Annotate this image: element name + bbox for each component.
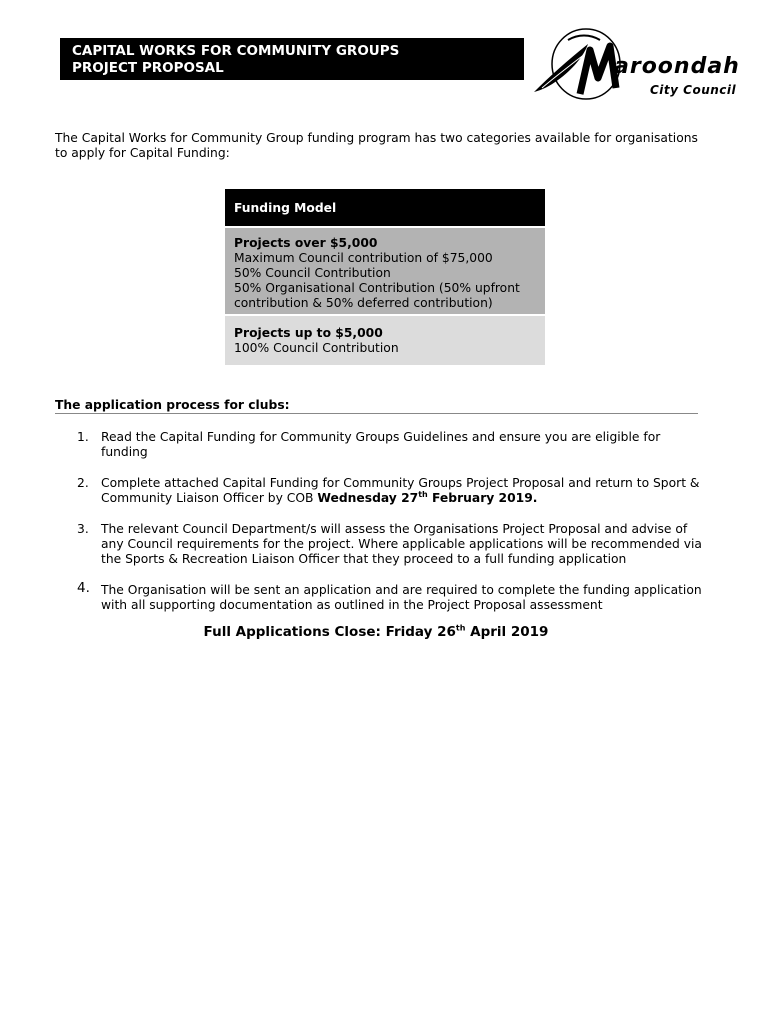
funding-model-header: Funding Model [225,189,545,226]
process-step [55,522,705,567]
deadline-date-a: Wednesday 27 [317,491,419,505]
step-text: Complete attached Capital Funding for Community Groups Project Proposal and return to Sport & Community Liaison Officer by COB [101,476,700,505]
process-heading: The application process for clubs: [55,398,698,414]
funding-row-up-to-5000 [225,316,545,365]
step-text: The relevant Council Department/s will assess the Organisations Project Proposal and advise of any Council requirements for the project. Where applicable applications will be recommended via the Sports & Recreation Liaison Officer that they proceed to a full funding application [101,522,702,566]
funding-row-line: 100% Council Contribution [234,341,399,355]
step-text: The Organisation will be sent an application and are required to complete the funding application with all supporting documentation as outlined in the Project Proposal assessment [101,583,702,612]
closing-date [0,624,752,640]
step-text: Read the Capital Funding for Community Groups Guidelines and ensure you are eligible for funding [101,430,661,459]
closing-text-b: April 2019 [465,624,549,640]
document-title [60,38,524,80]
closing-sup: th [455,623,466,633]
logo-subtitle: City Council [650,83,737,97]
funding-row-over-5000 [225,228,545,314]
step-number: 4. [77,580,90,596]
title-line-2: PROJECT PROPOSAL [72,60,224,76]
funding-model-table [225,189,545,365]
title-line-1: CAPITAL WORKS FOR COMMUNITY GROUPS [72,43,400,59]
closing-text-a: Full Applications Close: Friday 26 [203,624,456,640]
step-number: 1. [77,430,89,444]
deadline-date-sup: th [418,489,428,499]
step-number: 3. [77,522,89,536]
funding-row-line: 50% Organisational Contribution (50% upfront [234,281,520,295]
funding-row-title: Projects up to $5,000 [234,326,383,340]
logo-name: aroondah [614,54,740,79]
maroondah-logo [528,26,738,102]
step-number: 2. [77,476,89,490]
deadline-date-b: February 2019. [427,491,538,505]
process-step [55,430,705,460]
deadline-date [317,491,537,505]
process-steps-list [55,430,705,629]
funding-row-title: Projects over $5,000 [234,236,378,250]
process-step [55,580,705,613]
intro-paragraph: The Capital Works for Community Group funding program has two categories available for organisations to apply for Capital Funding: [55,131,698,160]
funding-row-line: contribution & 50% deferred contribution) [234,296,493,310]
funding-row-line: Maximum Council contribution of $75,000 [234,251,493,265]
funding-row-line: 50% Council Contribution [234,266,391,280]
process-step [55,476,705,506]
